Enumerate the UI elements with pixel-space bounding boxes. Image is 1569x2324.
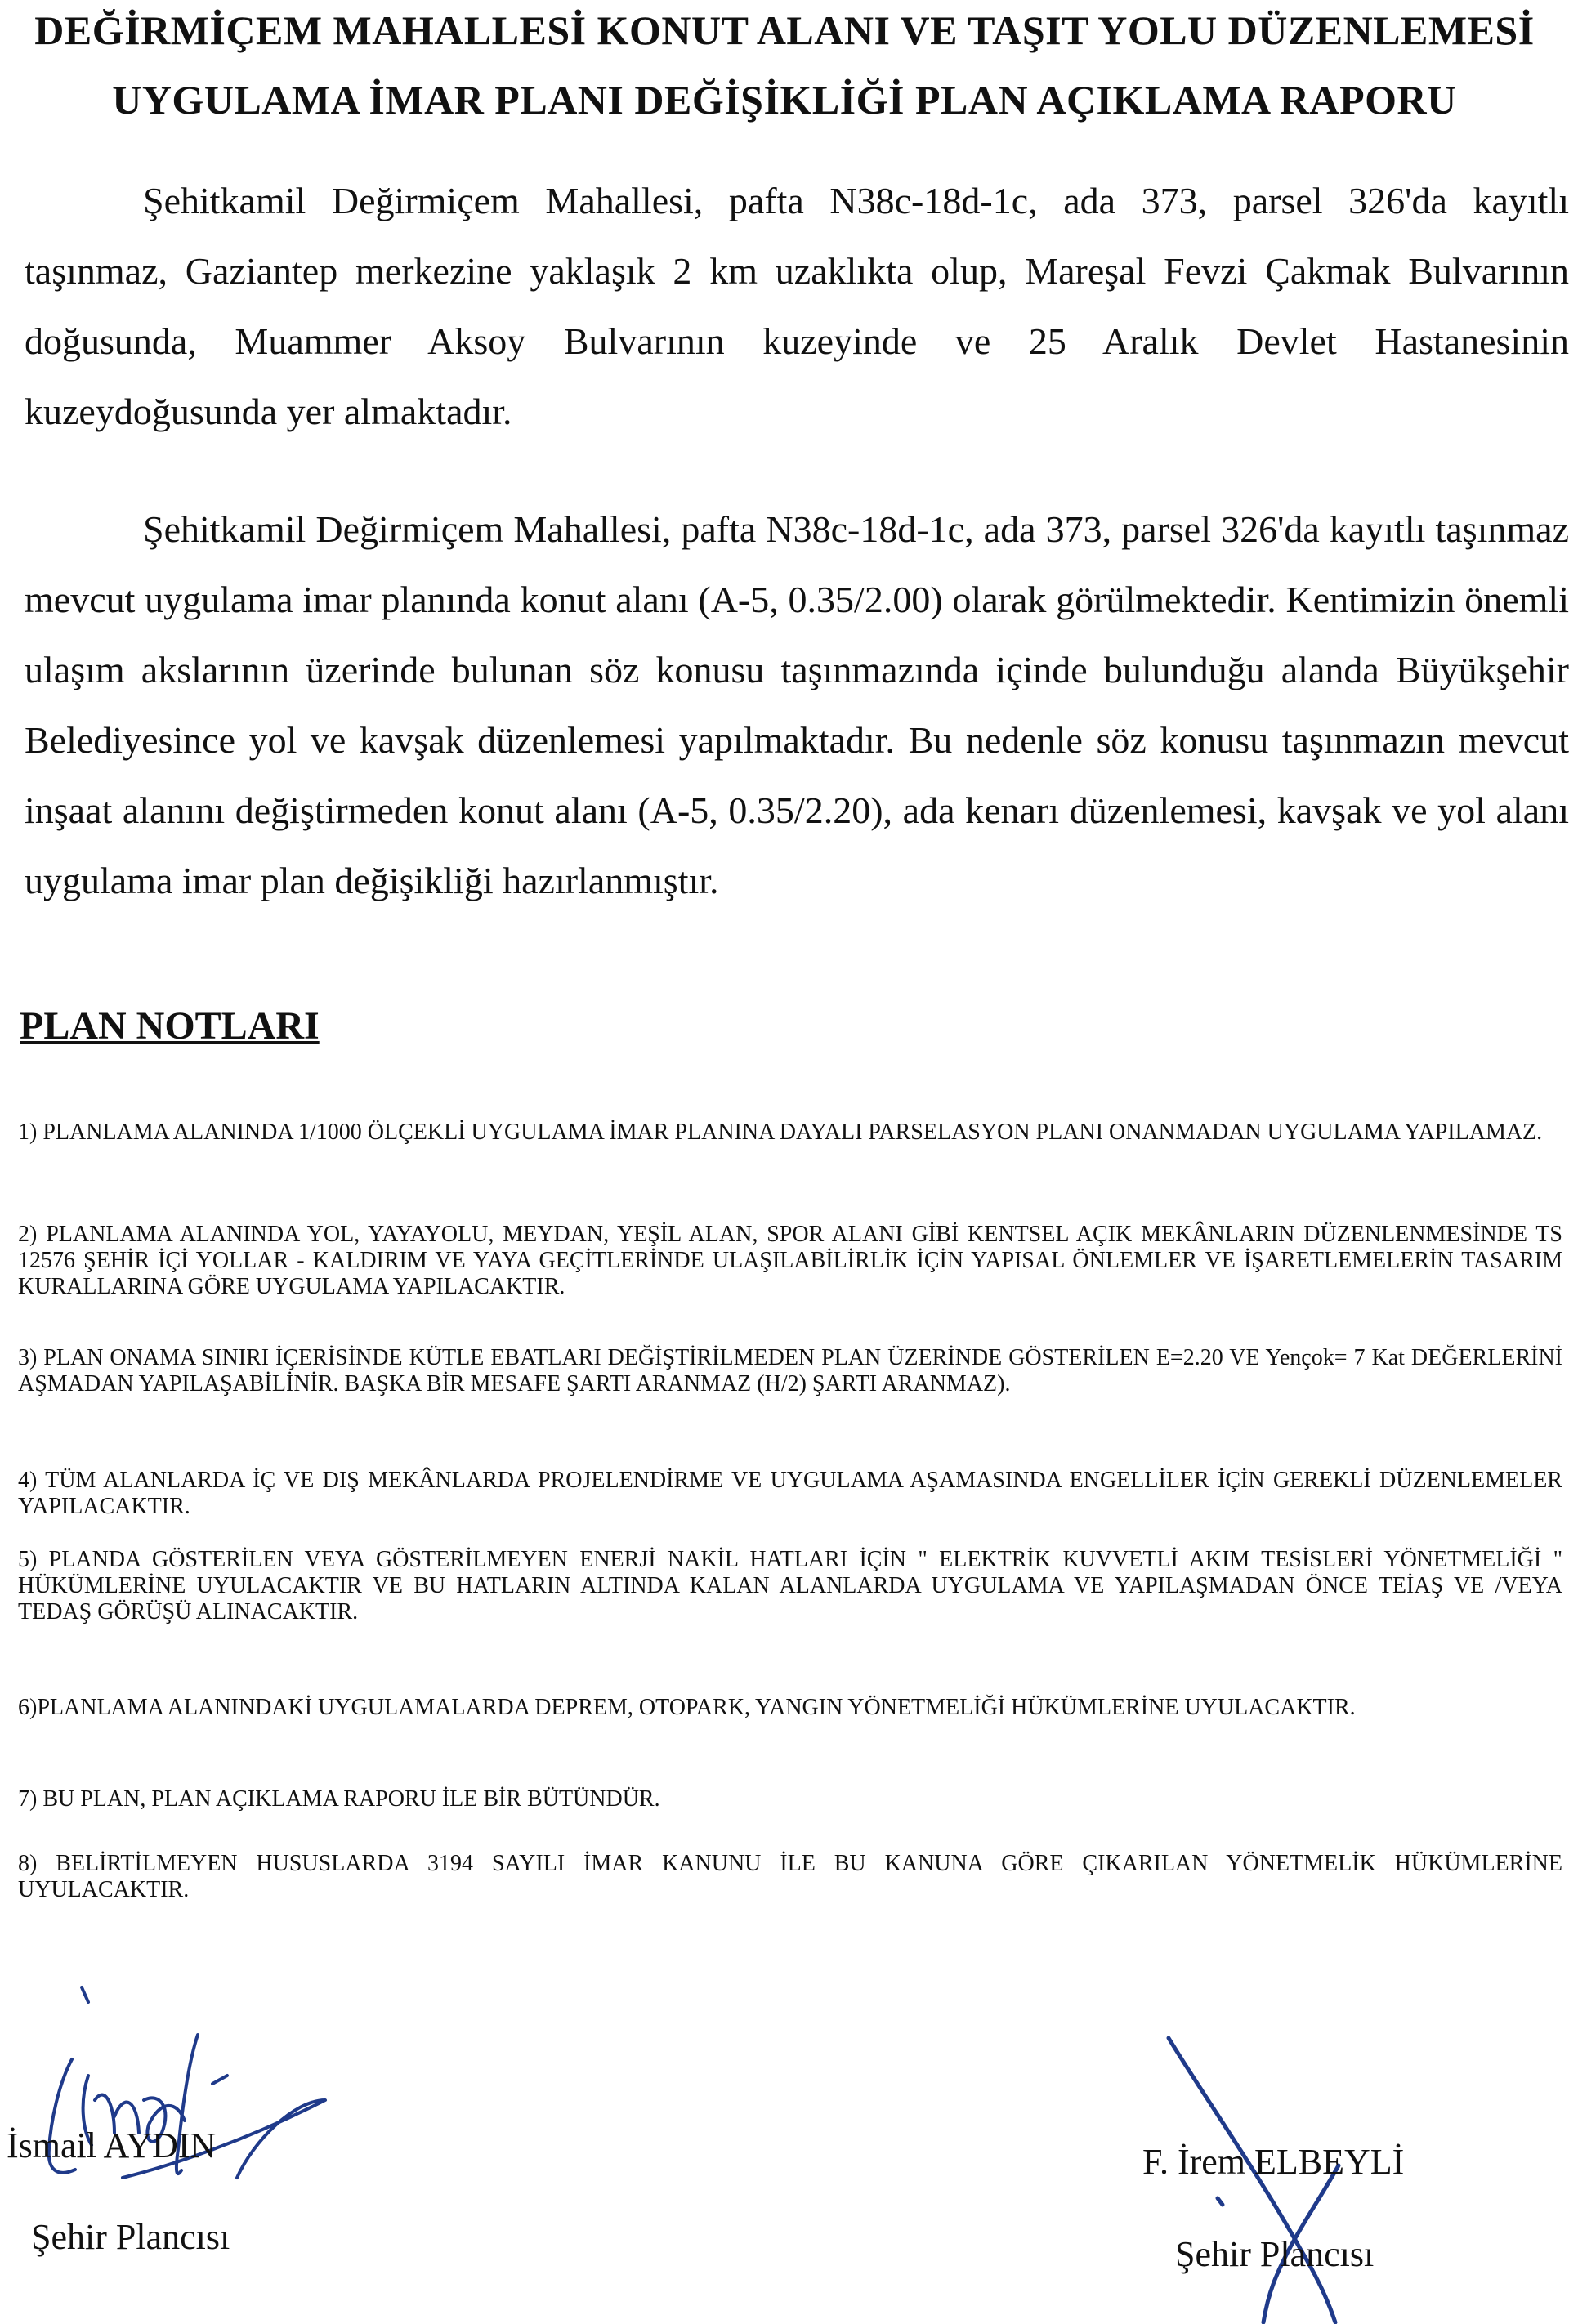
plan-note-1: 1) PLANLAMA ALANINDA 1/1000 ÖLÇEKLİ UYGULAMA İMAR PLANINA DAYALI PARSELASYON PLANI ONANMADAN UYGULAMA YAPILAMAZ. bbox=[18, 1120, 1543, 1145]
plan-note-3: 3) PLAN ONAMA SINIRI İÇERİSİNDE KÜTLE EBATLARI DEĞİŞTİRİLMEDEN PLAN ÜZERİNDE GÖSTERİLEN E=2.20 VE Yençok= 7 Kat DEĞERLERİNİ AŞMADAN YAPILAŞABİLİNİR. BAŞKA BİR MESAFE ŞARTI ARANMAZ (H/2) ŞARTI ARANMAZ). bbox=[18, 1345, 1562, 1397]
description-paragraph-location: Şehitkamil Değirmiçem Mahallesi, pafta N38c-18d-1c, ada 373, parsel 326'da kayıtlı taşınmaz, Gaziantep merkezine yaklaşık 2 km uzaklıkta olup, Mareşal Fevzi Çakmak Bulvarının doğusunda, Muammer Aksoy Bulvarının kuzeyinde ve 25 Aralık Devlet Hastanesinin kuzeydoğusunda yer almaktadır. bbox=[25, 180, 1569, 432]
plan-note-8: 8) BELİRTİLMEYEN HUSUSLARDA 3194 SAYILI İMAR KANUNU İLE BU KANUNA GÖRE ÇIKARILAN YÖNETMELİK HÜKÜMLERİNE UYULACAKTIR. bbox=[18, 1851, 1562, 1902]
plan-note-2: 2) PLANLAMA ALANINDA YOL, YAYAYOLU, MEYDAN, YEŞİL ALAN, SPOR ALANI GİBİ KENTSEL AÇIK MEKÂNLARIN DÜZENLENMESİNDE TS 12576 ŞEHİR İÇİ YOLLAR - KALDIRIM VE YAYA GEÇİTLERİNDE ULAŞILABİLİRLİK İÇİN YAPISAL ÖNLEMLER VE İŞARETLEMELERİN TASARIM KURALLARINA GÖRE UYGULAMA YAPILACAKTIR. bbox=[18, 1222, 1562, 1299]
report-title-line-2: UYGULAMA İMAR PLANI DEĞİŞİKLİĞİ PLAN AÇIKLAMA RAPORU bbox=[112, 77, 1457, 123]
plan-note-7: 7) BU PLAN, PLAN AÇIKLAMA RAPORU İLE BİR BÜTÜNDÜR. bbox=[18, 1786, 660, 1812]
plan-note-6: 6)PLANLAMA ALANINDAKİ UYGULAMALARDA DEPREM, OTOPARK, YANGIN YÖNETMELİĞİ HÜKÜMLERİNE UYULACAKTIR. bbox=[18, 1695, 1356, 1720]
plan-notes-heading: PLAN NOTLARI bbox=[20, 1004, 320, 1048]
description-paragraph-change: Şehitkamil Değirmiçem Mahallesi, pafta N38c-18d-1c, ada 373, parsel 326'da kayıtlı taşınmaz mevcut uygulama imar planında konut alanı (A-5, 0.35/2.00) olarak görülmektedir. Kentimizin önemli ulaşım akslarının üzerinde bulunan söz konusu taşınmazında içinde bulunduğu alanda Büyükşehir Belediyesince yol ve kavşak düzenlemesi yapılmaktadır. Bu nedenle söz konusu taşınmazın mevcut inşaat alanını değiştirmeden konut alanı (A-5, 0.35/2.20), ada kenarı düzenlemesi, kavşak ve yol alanı uygulama imar plan değişikliği hazırlanmıştır. bbox=[25, 508, 1569, 901]
plan-note-4: 4) TÜM ALANLARDA İÇ VE DIŞ MEKÂNLARDA PROJELENDİRME VE UYGULAMA AŞAMASINDA ENGELLİLER İÇİN GEREKLİ DÜZENLEMELER YAPILACAKTIR. bbox=[18, 1468, 1562, 1519]
signatory-name-left: İsmail AYDIN bbox=[7, 2125, 217, 2165]
signatory-title-left: Şehir Plancısı bbox=[31, 2217, 230, 2257]
signatory-title-right: Şehir Plancısı bbox=[1175, 2234, 1375, 2274]
plan-note-5: 5) PLANDA GÖSTERİLEN VEYA GÖSTERİLMEYEN ENERJİ NAKİL HATLARI İÇİN " ELEKTRİK KUVVETLİ AKIM TESİSLERİ YÖNETMELİĞİ " HÜKÜMLERİNE UYULACAKTIR VE BU HATLARIN ALTINDA KALAN ALANLARDA UYGULAMA VE YAPILAŞMADAN ÖNCE TEİAŞ VE /VEYA TEDAŞ GÖRÜŞÜ ALINACAKTIR. bbox=[18, 1547, 1562, 1625]
signatory-name-right: F. İrem ELBEYLİ bbox=[1142, 2142, 1405, 2182]
report-title-line-1: DEĞİRMİÇEM MAHALLESİ KONUT ALANI VE TAŞIT YOLU DÜZENLEMESİ bbox=[34, 7, 1535, 53]
